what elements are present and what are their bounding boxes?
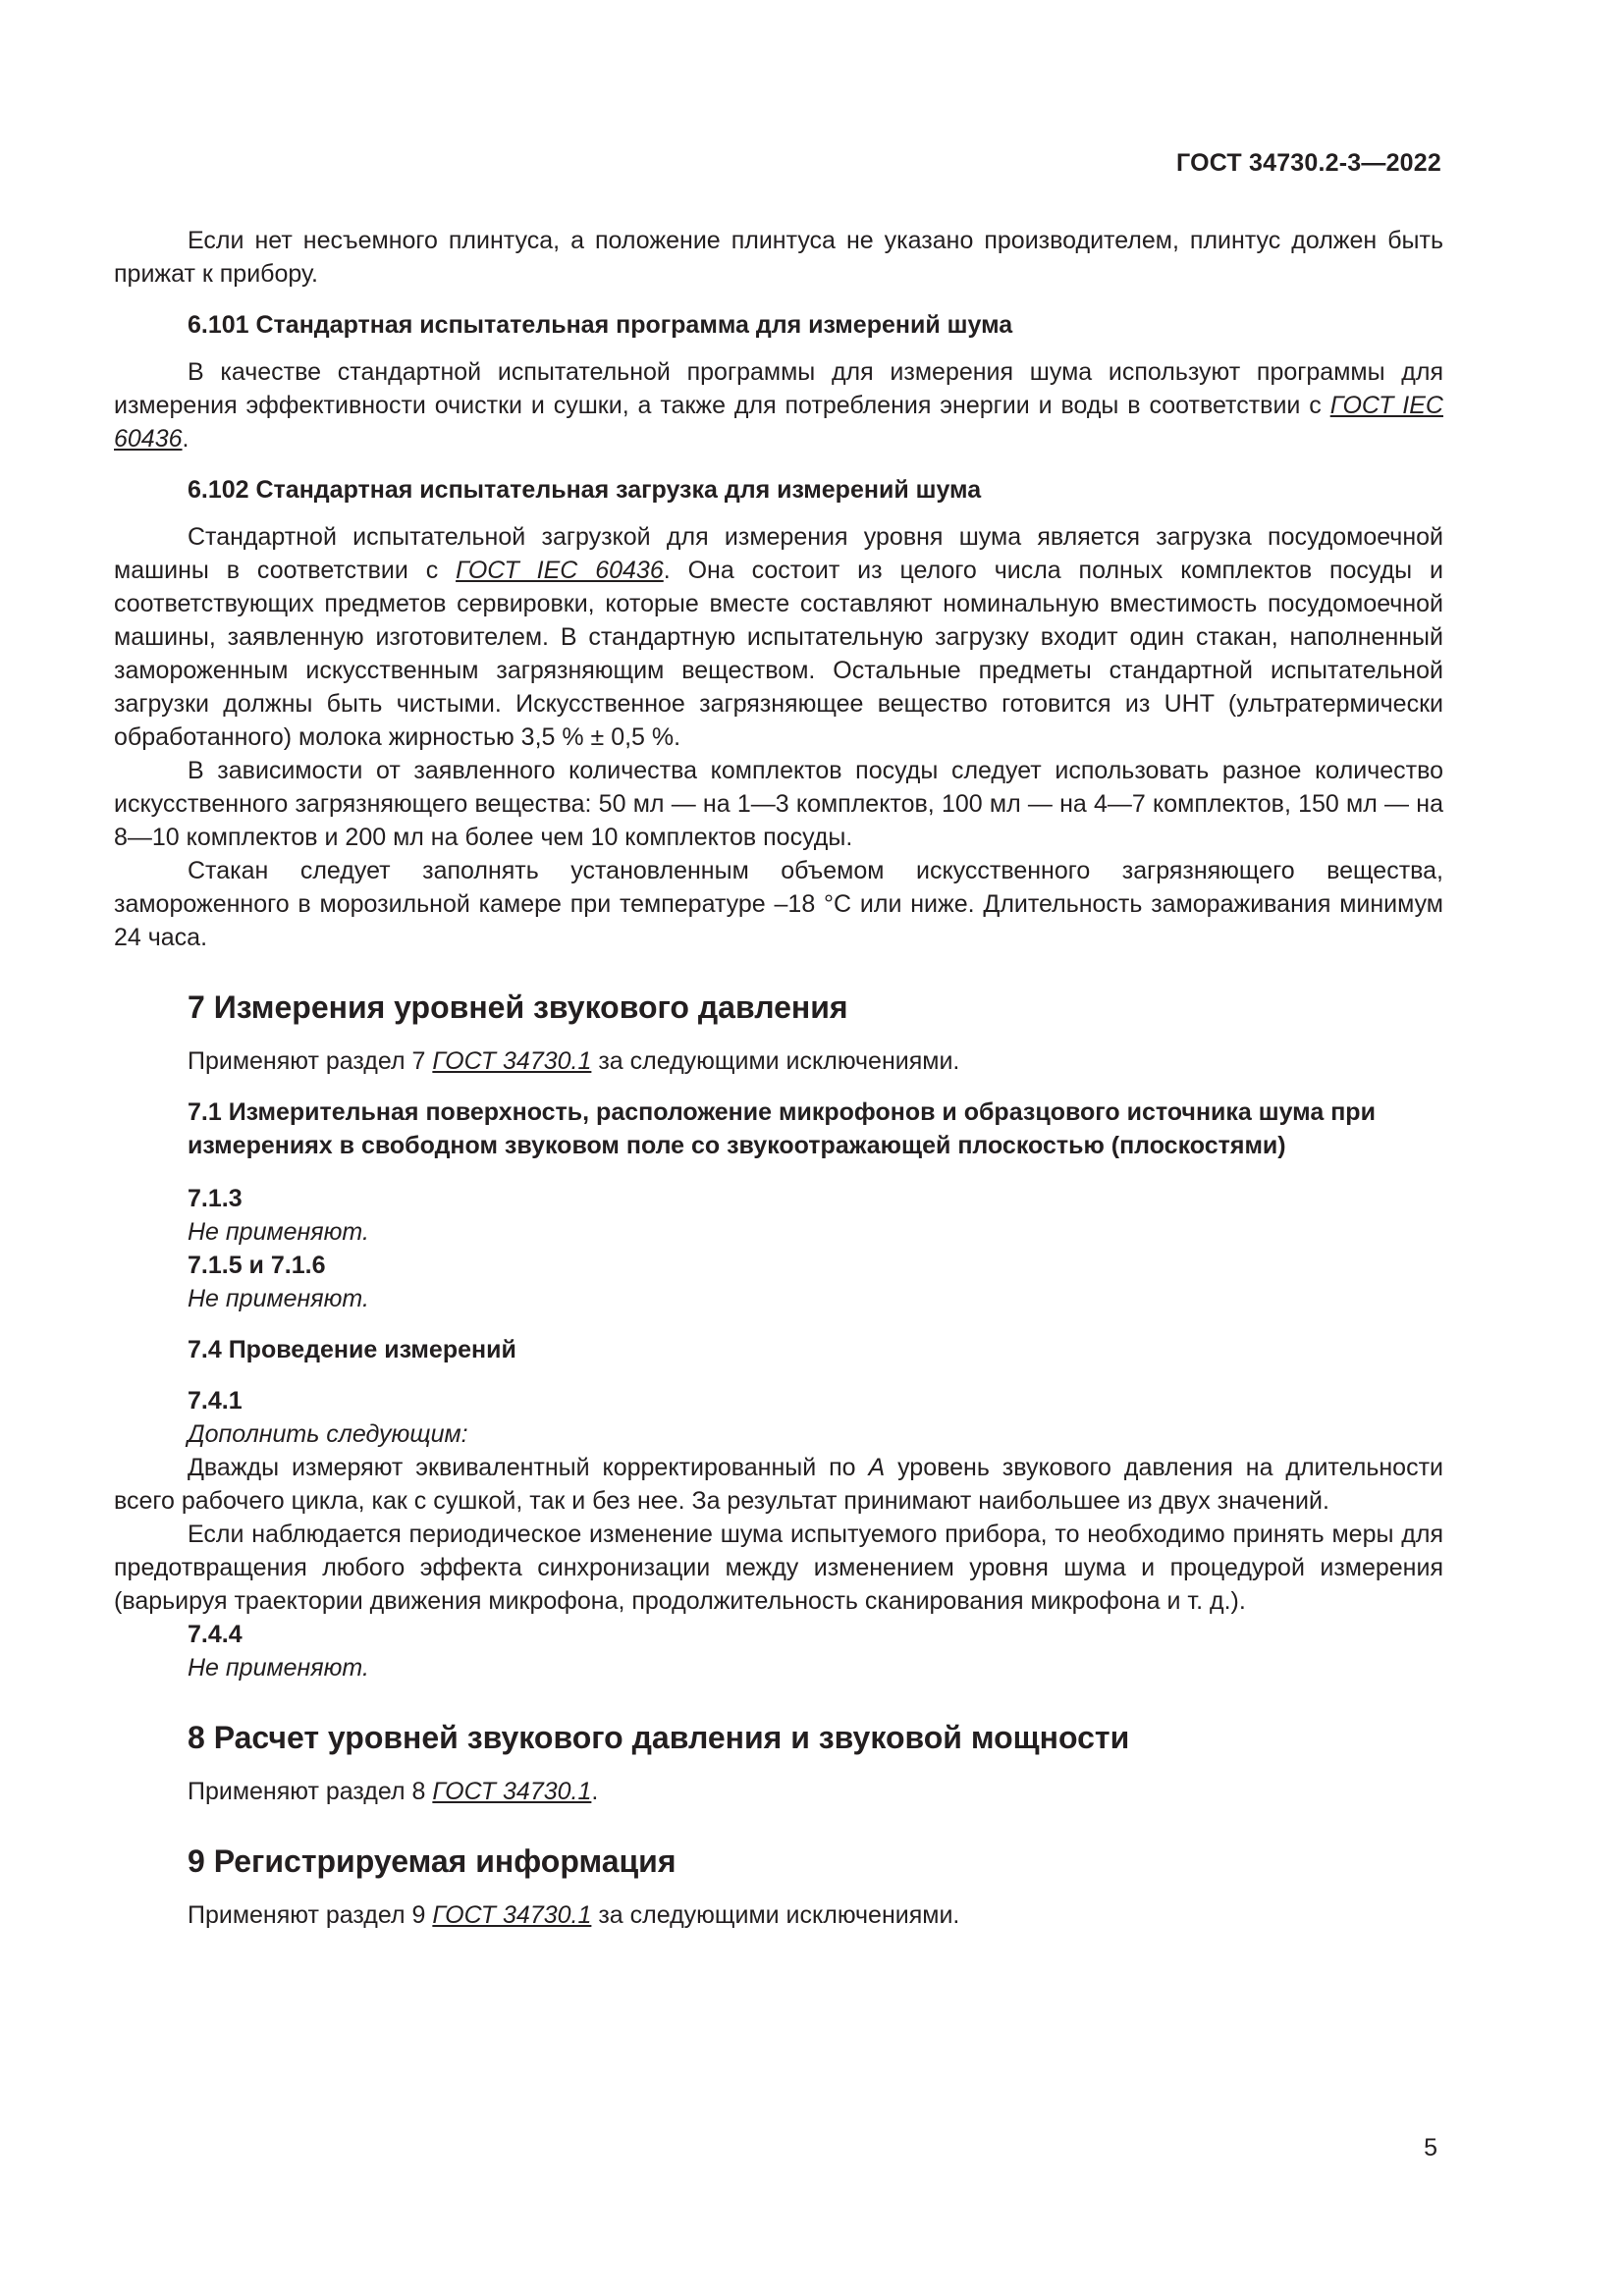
section-7-4-1-paragraph-1: Дважды измеряют эквивалентный корректированный по А уровень звукового давления на длительности всего рабочего цикла, как с сушкой, так и без нее. За результат принимают наибольшее из двух значений. xyxy=(114,1454,1443,1515)
section-7-heading: 7 Измерения уровней звукового давления xyxy=(188,989,848,1025)
section-6-102-paragraph-1: Стандартной испытательной загрузкой для измерения уровня шума является загрузка посудомоечной машины в соответствии с ГОСТ IEC 60436. Она состоит из целого числа полных комплектов посуды и соответствующих предметов сервировки, которые вместе составляют номинальную вместимость посудомоечной машины, заявленную изготовителем. В стандартную испытательную загрузку входит один стакан, наполненный замороженным искусственным загрязняющим веществом. Остальные предметы стандартной испытательной загрузки должны быть чистыми. Искусственное загрязняющее вещество готовится из UHT (ультратермически обработанного) молока жирностью 3,5 % ± 0,5 %. xyxy=(114,523,1443,751)
section-6-102-paragraph-2: В зависимости от заявленного количества комплектов посуды следует использовать разное количество искусственного загрязняющего вещества: 50 мл — на 1—3 комплектов, 100 мл — на 4—7 комплектов, 150 мл — на 8—10 комплектов и 200 мл на более чем 10 комплектов посуды. xyxy=(114,757,1443,851)
section-7-4-4-text: Не применяют. xyxy=(188,1654,369,1682)
section-9-heading: 9 Регистрируемая информация xyxy=(188,1843,677,1879)
section-6-102-heading: 6.102 Стандартная испытательная загрузка для измерений шума xyxy=(188,476,982,504)
section-7-4-4-number: 7.4.4 xyxy=(188,1621,243,1648)
section-7-4-heading: 7.4 Проведение измерений xyxy=(188,1336,516,1363)
gost-34730-1-link[interactable]: ГОСТ 34730.1 xyxy=(432,1901,592,1929)
section-7-4-1-note: Дополнить следующим: xyxy=(188,1420,468,1448)
gost-34730-1-link[interactable]: ГОСТ 34730.1 xyxy=(432,1778,592,1805)
gost-34730-1-link[interactable]: ГОСТ 34730.1 xyxy=(432,1047,592,1075)
gost-iec-60436-link[interactable]: ГОСТ IEC 60436 xyxy=(456,557,664,584)
section-7-1-5-text: Не применяют. xyxy=(188,1285,369,1312)
section-6-101-heading: 6.101 Стандартная испытательная программа для измерений шума xyxy=(188,311,1013,339)
section-6-102-paragraph-3: Стакан следует заполнять установленным объемом искусственного загрязняющего вещества, замороженного в морозильной камере при температуре –18 °С или ниже. Длительность замораживания минимум 24 часа. xyxy=(114,857,1443,951)
section-7-intro: Применяют раздел 7 ГОСТ 34730.1 за следующими исключениями. xyxy=(188,1047,960,1075)
document-body xyxy=(114,224,1443,1932)
section-7-1-5-number: 7.1.5 и 7.1.6 xyxy=(188,1252,326,1279)
gost-iec-60436-link[interactable]: ГОСТ IEC 60436 xyxy=(114,392,1443,453)
section-7-4-1-number: 7.4.1 xyxy=(188,1387,243,1415)
intro-paragraph: Если нет несъемного плинтуса, а положение плинтуса не указано производителем, плинтус должен быть прижат к прибору. xyxy=(114,227,1443,288)
section-7-1-3-number: 7.1.3 xyxy=(188,1185,243,1212)
section-7-1-heading: 7.1 Измерительная поверхность, расположение микрофонов и образцового источника шума при измерениях в свободном звуковом поле со звукоотражающей плоскостью (плоскостями) xyxy=(188,1098,1376,1159)
page-number: 5 xyxy=(1424,2134,1437,2162)
section-8-heading: 8 Расчет уровней звукового давления и звуковой мощности xyxy=(188,1720,1130,1755)
section-9-intro: Применяют раздел 9 ГОСТ 34730.1 за следующими исключениями. xyxy=(188,1901,960,1929)
section-8-intro: Применяют раздел 8 ГОСТ 34730.1. xyxy=(188,1778,599,1805)
document-id-header: ГОСТ 34730.2-3—2022 xyxy=(1176,149,1441,177)
section-7-4-1-paragraph-2: Если наблюдается периодическое изменение шума испытуемого прибора, то необходимо принять меры для предотвращения любого эффекта синхронизации между изменением уровня шума и процедурой измерения (варьируя траектории движения микрофона, продолжительность сканирования микрофона и т. д.). xyxy=(114,1521,1443,1615)
section-7-1-3-text: Не применяют. xyxy=(188,1218,369,1246)
section-6-101-paragraph: В качестве стандартной испытательной программы для измерения шума используют программы для измерения эффективности очистки и сушки, а также для потребления энергии и воды в соответствии с ГОСТ IEC 60436. xyxy=(114,358,1443,453)
